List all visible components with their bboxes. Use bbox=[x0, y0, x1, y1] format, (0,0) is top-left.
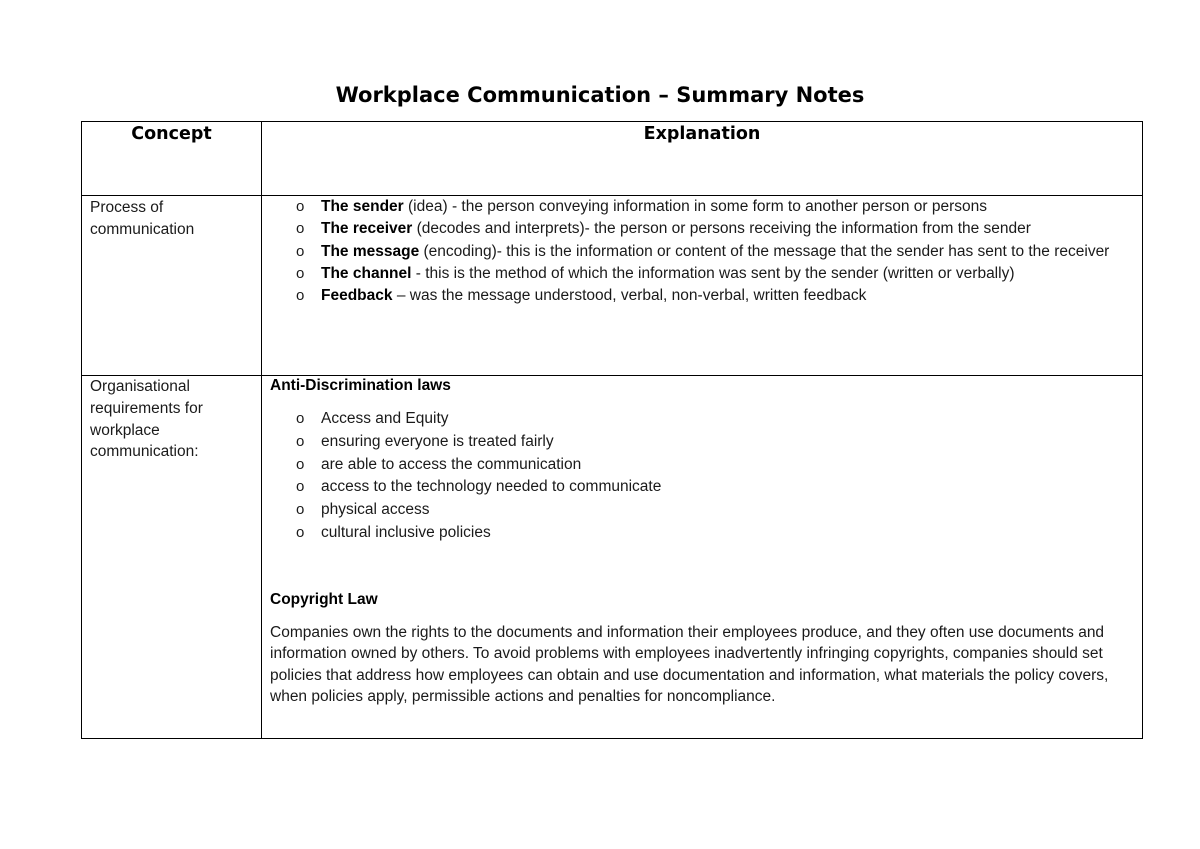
copyright-law-paragraph: Companies own the rights to the documents and information their employees produce, and they often use documents and information owned by others. To avoid problems with employees inadvertently infringing copyrights, companies should set policies that address how employees can obtain and use documentation and information, what materials the policy covers, when policies apply, permissible actions and penalties for noncompliance. bbox=[270, 624, 1109, 706]
communication-process-list bbox=[278, 196, 1138, 307]
list-item: o The receiver (decodes and interprets)- the person or persons receiving the information from the sender bbox=[278, 218, 1138, 240]
anti-discrimination-list bbox=[278, 408, 1138, 545]
list-item: o The channel - this is the method of which the information was sent by the sender (written or verbally) bbox=[278, 263, 1138, 285]
list-item: o are able to access the communication bbox=[278, 454, 1138, 477]
list-item: o access to the technology needed to communicate bbox=[278, 476, 1138, 499]
column-header-explanation: Explanation bbox=[643, 124, 761, 144]
column-divider bbox=[261, 122, 262, 738]
concept-organisational-requirements: Organisational requirements for workplace communication: bbox=[90, 378, 203, 461]
list-item: o physical access bbox=[278, 499, 1138, 522]
copyright-law-heading: Copyright Law bbox=[270, 591, 378, 608]
list-item: o Feedback – was the message understood, verbal, non-verbal, written feedback bbox=[278, 285, 1138, 307]
bullet-circle-icon: o bbox=[296, 478, 305, 496]
list-item: o cultural inclusive policies bbox=[278, 522, 1138, 545]
bullet-circle-icon: o bbox=[296, 432, 305, 450]
bullet-circle-icon: o bbox=[296, 501, 305, 519]
bullet-circle-icon: o bbox=[296, 523, 305, 541]
bullet-circle-icon: o bbox=[296, 455, 305, 473]
bullet-circle-icon: o bbox=[296, 198, 305, 215]
bullet-circle-icon: o bbox=[296, 287, 305, 305]
bullet-circle-icon: o bbox=[296, 242, 305, 260]
concept-process-of-communication: Process of communication bbox=[90, 199, 195, 238]
anti-discrimination-heading: Anti-Discrimination laws bbox=[270, 377, 451, 394]
list-item: o Access and Equity bbox=[278, 408, 1138, 431]
list-item: o ensuring everyone is treated fairly bbox=[278, 431, 1138, 454]
document-title: Workplace Communication – Summary Notes bbox=[335, 83, 865, 107]
list-item: o The sender (idea) - the person conveying information in some form to another person or persons bbox=[278, 196, 1138, 218]
summary-table bbox=[81, 121, 1143, 739]
bullet-circle-icon: o bbox=[296, 410, 305, 427]
bullet-circle-icon: o bbox=[296, 264, 305, 282]
list-item: o The message (encoding)- this is the information or content of the message that the sender has sent to the receiver bbox=[278, 241, 1138, 263]
column-header-concept: Concept bbox=[131, 124, 212, 144]
bullet-circle-icon: o bbox=[296, 220, 305, 238]
